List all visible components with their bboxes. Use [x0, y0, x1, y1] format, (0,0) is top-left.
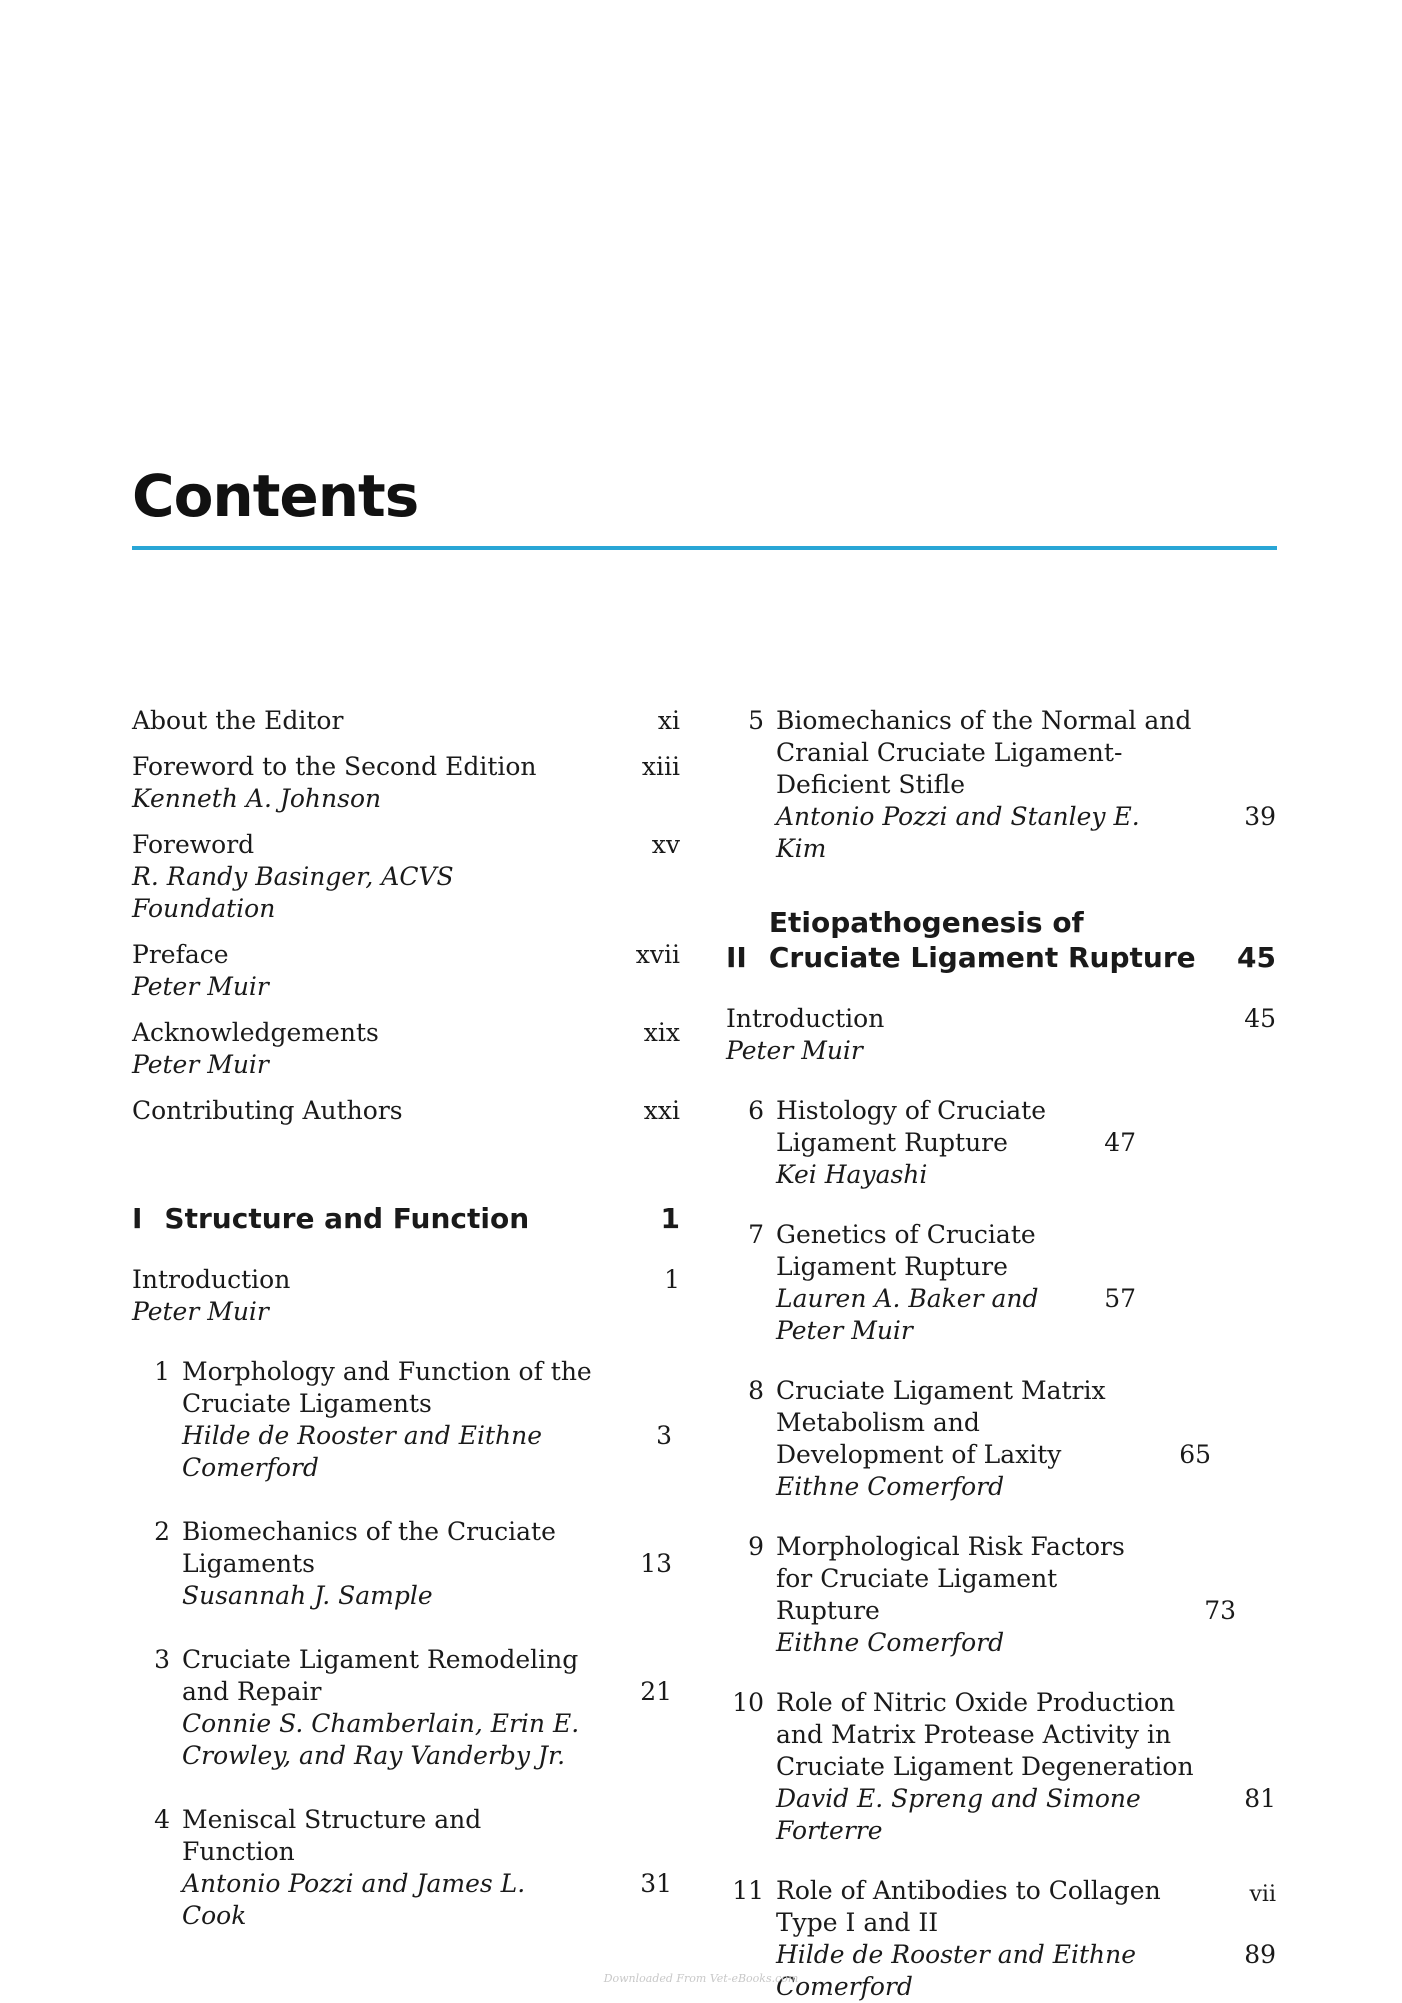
entry-page: 45	[1244, 1004, 1276, 1033]
entry-title: Contributing Authors	[132, 1096, 403, 1125]
chapter-title: Role of Nitric Oxide Production and Matrix Protease Activity in Cruciate Ligament Degeneration	[776, 1688, 1194, 1781]
part-title: Etiopathogenesis of Cruciate Ligament Rupture	[768, 906, 1196, 974]
download-watermark: Downloaded From Vet-eBooks.com	[603, 1972, 799, 1985]
chapter-number: 6	[748, 1096, 764, 1125]
chapter-title: Cruciate Ligament Remodeling and Repair	[182, 1645, 579, 1706]
toc-entry-chapter-3[interactable]	[132, 1644, 680, 1772]
chapter-page: 21	[640, 1677, 672, 1706]
chapter-title: Morphological Risk Factors for Cruciate Ligament Rupture	[776, 1532, 1125, 1625]
entry-title: Introduction	[132, 1265, 291, 1294]
chapter-number: 5	[748, 706, 764, 735]
chapter-author: Susannah J. Sample	[182, 1581, 433, 1610]
chapter-title: Genetics of Cruciate Ligament Rupture	[776, 1220, 1036, 1281]
chapter-author: Connie S. Chamberlain, Erin E. Crowley, and Ray Vanderby Jr.	[182, 1709, 580, 1770]
toc-entry-chapter-9[interactable]	[726, 1531, 1276, 1659]
entry-author: Peter Muir	[132, 1297, 269, 1326]
chapter-page: 47	[1104, 1128, 1136, 1157]
part-page: 1	[660, 1202, 680, 1235]
chapter-number: 10	[732, 1688, 764, 1717]
chapter-page: 57	[1104, 1284, 1136, 1313]
chapter-number: 7	[748, 1220, 764, 1249]
toc-entry-chapter-6[interactable]	[726, 1095, 1276, 1191]
part-page: 45	[1237, 941, 1276, 974]
chapter-title: Biomechanics of the Cruciate Ligaments	[182, 1517, 556, 1578]
entry-title: Foreword	[132, 830, 255, 859]
chapter-title: Meniscal Structure and Function	[182, 1805, 482, 1866]
entry-page: xix	[643, 1018, 680, 1047]
part-number: II	[726, 941, 747, 974]
toc-entry-chapter-7[interactable]	[726, 1219, 1276, 1347]
chapter-author: Kei Hayashi	[776, 1160, 928, 1189]
toc-entry-part2-introduction[interactable]	[726, 1003, 1276, 1067]
entry-title: About the Editor	[132, 706, 344, 735]
chapter-page: 81	[1244, 1784, 1276, 1813]
chapter-number: 1	[154, 1357, 170, 1386]
chapter-title: Histology of Cruciate Ligament Rupture	[776, 1096, 1047, 1157]
part-title: Structure and Function	[164, 1202, 530, 1235]
page-title: Contents	[132, 462, 419, 530]
toc-entry-chapter-1[interactable]	[132, 1356, 680, 1484]
chapter-author: Lauren A. Baker and Peter Muir	[776, 1284, 1039, 1345]
chapter-title: Cruciate Ligament Matrix Metabolism and Development of Laxity	[776, 1376, 1106, 1469]
entry-page: xxi	[643, 1096, 680, 1125]
toc-entry-chapter-4[interactable]	[132, 1804, 680, 1932]
chapter-page: 65	[1179, 1440, 1211, 1469]
chapter-page: 73	[1204, 1596, 1236, 1625]
chapter-number: 3	[154, 1645, 170, 1674]
entry-author: Peter Muir	[132, 1050, 269, 1079]
title-rule	[132, 546, 1277, 550]
chapter-author: Antonio Pozzi and Stanley E. Kim	[776, 802, 1140, 863]
chapter-page: 13	[640, 1549, 672, 1578]
chapter-author: Eithne Comerford	[776, 1472, 1005, 1501]
entry-page: xv	[651, 830, 680, 859]
chapter-number: 8	[748, 1376, 764, 1405]
toc-entry-preface[interactable]	[132, 939, 680, 1003]
entry-title: Preface	[132, 940, 229, 969]
chapter-author: Hilde de Rooster and Eithne Comerford	[776, 1940, 1137, 2001]
toc-entry-chapter-8[interactable]	[726, 1375, 1276, 1503]
entry-author: Peter Muir	[726, 1036, 863, 1065]
toc-entry-chapter-10[interactable]	[726, 1687, 1276, 1847]
chapter-page: 39	[1244, 802, 1276, 831]
chapter-title: Morphology and Function of the Cruciate Ligaments	[182, 1357, 592, 1418]
entry-page: 1	[664, 1265, 680, 1294]
entry-author: R. Randy Basinger, ACVS Foundation	[132, 862, 454, 923]
chapter-author: David E. Spreng and Simone Forterre	[776, 1784, 1141, 1845]
chapter-title: Role of Antibodies to Collagen Type I and II	[776, 1876, 1161, 1937]
entry-author: Kenneth A. Johnson	[132, 784, 382, 813]
page-folio: vii	[1249, 1882, 1276, 1907]
entry-page: xi	[657, 706, 680, 735]
entry-author: Peter Muir	[132, 972, 269, 1001]
chapter-page: 31	[640, 1869, 672, 1898]
toc-entry-foreword-second-edition[interactable]	[132, 751, 680, 815]
toc-right-column	[726, 705, 1276, 2003]
toc-left-column	[132, 705, 680, 1932]
chapter-author: Eithne Comerford	[776, 1628, 1005, 1657]
toc-entry-chapter-2[interactable]	[132, 1516, 680, 1612]
toc-entry-chapter-5[interactable]	[726, 705, 1276, 865]
chapter-author: Antonio Pozzi and James L. Cook	[182, 1869, 526, 1930]
chapter-number: 11	[732, 1876, 764, 1905]
entry-page: xiii	[641, 752, 680, 781]
chapter-author: Hilde de Rooster and Eithne Comerford	[182, 1421, 543, 1482]
toc-entry-contributing-authors[interactable]	[132, 1095, 680, 1127]
chapter-number: 9	[748, 1532, 764, 1561]
part-number: I	[132, 1202, 143, 1235]
entry-page: xvii	[635, 940, 680, 969]
part-heading-2[interactable]	[726, 905, 1276, 975]
toc-entry-about-editor[interactable]	[132, 705, 680, 737]
entry-title: Introduction	[726, 1004, 885, 1033]
toc-entry-acknowledgements[interactable]	[132, 1017, 680, 1081]
toc-entry-part1-introduction[interactable]	[132, 1264, 680, 1328]
entry-title: Acknowledgements	[132, 1018, 379, 1047]
chapter-number: 4	[154, 1805, 170, 1834]
chapter-page: 3	[656, 1421, 672, 1450]
chapter-number: 2	[154, 1517, 170, 1546]
entry-title: Foreword to the Second Edition	[132, 752, 537, 781]
chapter-title: Biomechanics of the Normal and Cranial Cruciate Ligament-Deficient Stifle	[776, 706, 1192, 799]
toc-entry-foreword[interactable]	[132, 829, 680, 925]
chapter-page: 89	[1244, 1940, 1276, 1969]
part-heading-1[interactable]	[132, 1201, 680, 1236]
